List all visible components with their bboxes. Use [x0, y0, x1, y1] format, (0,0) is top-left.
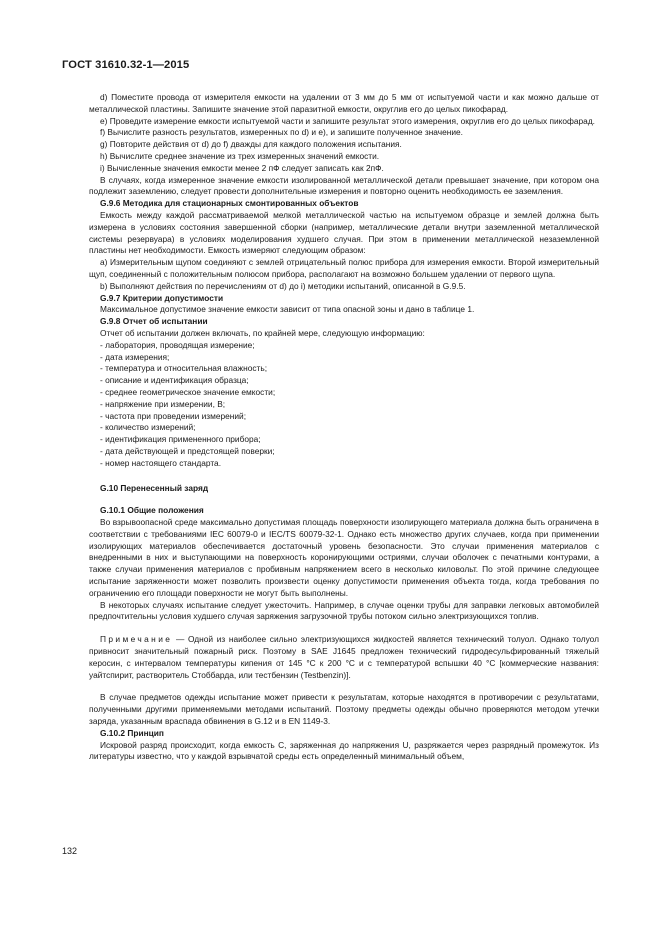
- paragraph-i: i) Вычисленные значения емкости менее 2 пФ следует записать как 2пФ.: [100, 162, 384, 173]
- note-paragraph: [89, 634, 599, 681]
- note-label: Примечание: [100, 634, 173, 645]
- paragraph-general: Во взрывоопасной среде максимально допустимая площадь поверхности изолирующего материала должна быть ограничена в соответствии с требованиями IEC 60079-0 и IEC/TS 60079-32-1. Однако есть множество других случаев, когда при применении изолирующих материалов обеспечивается достаточный уровень безопасности. Это случаи применения материалов с внедренными в них и выступающими на поверхность коронирующими остриями, случаи оболочек с печатными контурами, а также случаи применения материалов с пробивным напряжением всего в несколько киловольт. По этой причине следующее испытание заряженности может позволить произвести оценку допустимости применения объекта тогда, когда требования по ограничению его площади поверхности не могут быть выполнены.: [89, 517, 599, 598]
- paragraph-clothing: В случае предметов одежды испытание может привести к результатам, которые находятся в противоречии с результатами, полученными другими применяемыми методами испытаний. Поэтому предметы одежды обычно проверяются методом утечки заряда, указанным враспада обвинения в G.12 и в EN 1149-3.: [89, 692, 599, 727]
- paragraph-step-a: a) Измерительным щупом соединяют с землей отрицательный полюс прибора для измерения емкости. Второй измерительный щуп, соединенный с положительным полюсом прибора, располагают на возможно большем удалении от первого щупа.: [89, 257, 599, 279]
- paragraph-stricter-test: В некоторых случаях испытание следует ужесточить. Например, в случае оценки трубы для заправки легковых автомобилей предпочтительны условия худшего случая заряжения загрузочной трубы потоком сильно электризующихся топлив.: [89, 599, 599, 622]
- paragraph-grounding: В случаях, когда измеренное значение емкости изолированной металлической детали превышает значение, при котором она подлежит заземлению, следует провести дополнительные измерения и повторно оценить необходимость ее заземления.: [89, 174, 599, 197]
- note-text: — Одной из наиболее сильно электризующихся жидкостей является технический толуол. Однако толуол привносит значительный пожарный риск. Поэтому в SAE J1645 предложен технический гидродесульфированный тяжелый керосин, с интервалом температуры кипения от 145 °C к 200 °C и с температурой вспышки 40 °C [коммерческие названия: уайтспирит, растворитель Стоббарда, или тестбензин (Testbenzin)].: [89, 634, 600, 680]
- heading-g-10: G.10 Перенесенный заряд: [100, 482, 209, 493]
- document-body: [89, 92, 599, 763]
- heading-g-9-7: G.9.7 Критерии допустимости: [100, 292, 224, 303]
- heading-g-9-8: G.9.8 Отчет об испытании: [100, 316, 208, 327]
- list-item: - количество измерений;: [100, 422, 196, 433]
- paragraph-h: h) Вычислите среднее значение из трех измеренных значений емкости.: [100, 150, 380, 161]
- heading-g-10-2: G.10.2 Принцип: [100, 727, 164, 738]
- list-item: - среднее геометрическое значение емкости;: [100, 386, 276, 397]
- list-item: - описание и идентификация образца;: [100, 375, 249, 386]
- paragraph-f: f) Вычислите разность результатов, измеренных по d) и e), и запишите полученное значение.: [100, 127, 463, 138]
- paragraph-capacitance-method: Емкость между каждой рассматриваемой мелкой металлической частью на испытуемом образце и землей должна быть измерена в условиях состояния завершенной сборки (например, металлические детали внутри заземленной металлической системы резервуара) в условиях моделирования худшего случая. При этом в применении металлической незаземленной пластины нет необходимости. Емкость измеряют следующим образом:: [89, 209, 599, 256]
- paragraph-criteria: Максимальное допустимое значение емкости зависит от типа опасной зоны и дано в таблице 1.: [100, 304, 475, 315]
- heading-g-9-6: G.9.6 Методика для стационарных смонтированных объектов: [100, 198, 359, 209]
- paragraph-e: e) Проведите измерение емкости испытуемой части и запишите результат этого измерения, округлив его до целых пикофарад.: [100, 115, 596, 126]
- list-item: - лаборатория, проводящая измерение;: [100, 339, 255, 350]
- page-number: 132: [62, 846, 78, 856]
- paragraph-principle: Искровой разряд происходит, когда емкость C, заряженная до напряжения U, разряжается через разрядный промежуток. Из литературы известно, что у каждой взрывчатой среды есть определенный минимальный объем,: [89, 739, 599, 762]
- paragraph-step-b: b) Выполняют действия по перечислениям от d) до i) методики испытаний, описанной в G.9.5.: [100, 280, 466, 291]
- list-item: - дата действующей и предстоящей поверки;: [100, 445, 275, 456]
- paragraph-d: d) Поместите провода от измерителя емкости на удалении от 3 мм до 5 мм от испытуемой части и как можно дальше от металлической пластины. Запишите значение этой паразитной емкости, округлив его до целых пикофарад.: [89, 92, 599, 114]
- list-item: - напряжение при измерении, В;: [100, 398, 226, 409]
- list-item: - номер настоящего стандарта.: [100, 457, 222, 468]
- heading-g-10-1: G.10.1 Общие положения: [100, 505, 204, 516]
- paragraph-g: g) Повторите действия от d) до f) дважды для каждого положения испытания.: [100, 139, 402, 150]
- list-item: - частота при проведении измерений;: [100, 410, 247, 421]
- paragraph-report-intro: Отчет об испытании должен включать, по крайней мере, следующую информацию:: [100, 327, 425, 338]
- document-header: ГОСТ 31610.32-1—2015: [62, 59, 190, 71]
- list-item: - идентификация примененного прибора;: [100, 434, 261, 445]
- list-item: - дата измерения;: [100, 351, 170, 362]
- list-item: - температура и относительная влажность;: [100, 363, 268, 374]
